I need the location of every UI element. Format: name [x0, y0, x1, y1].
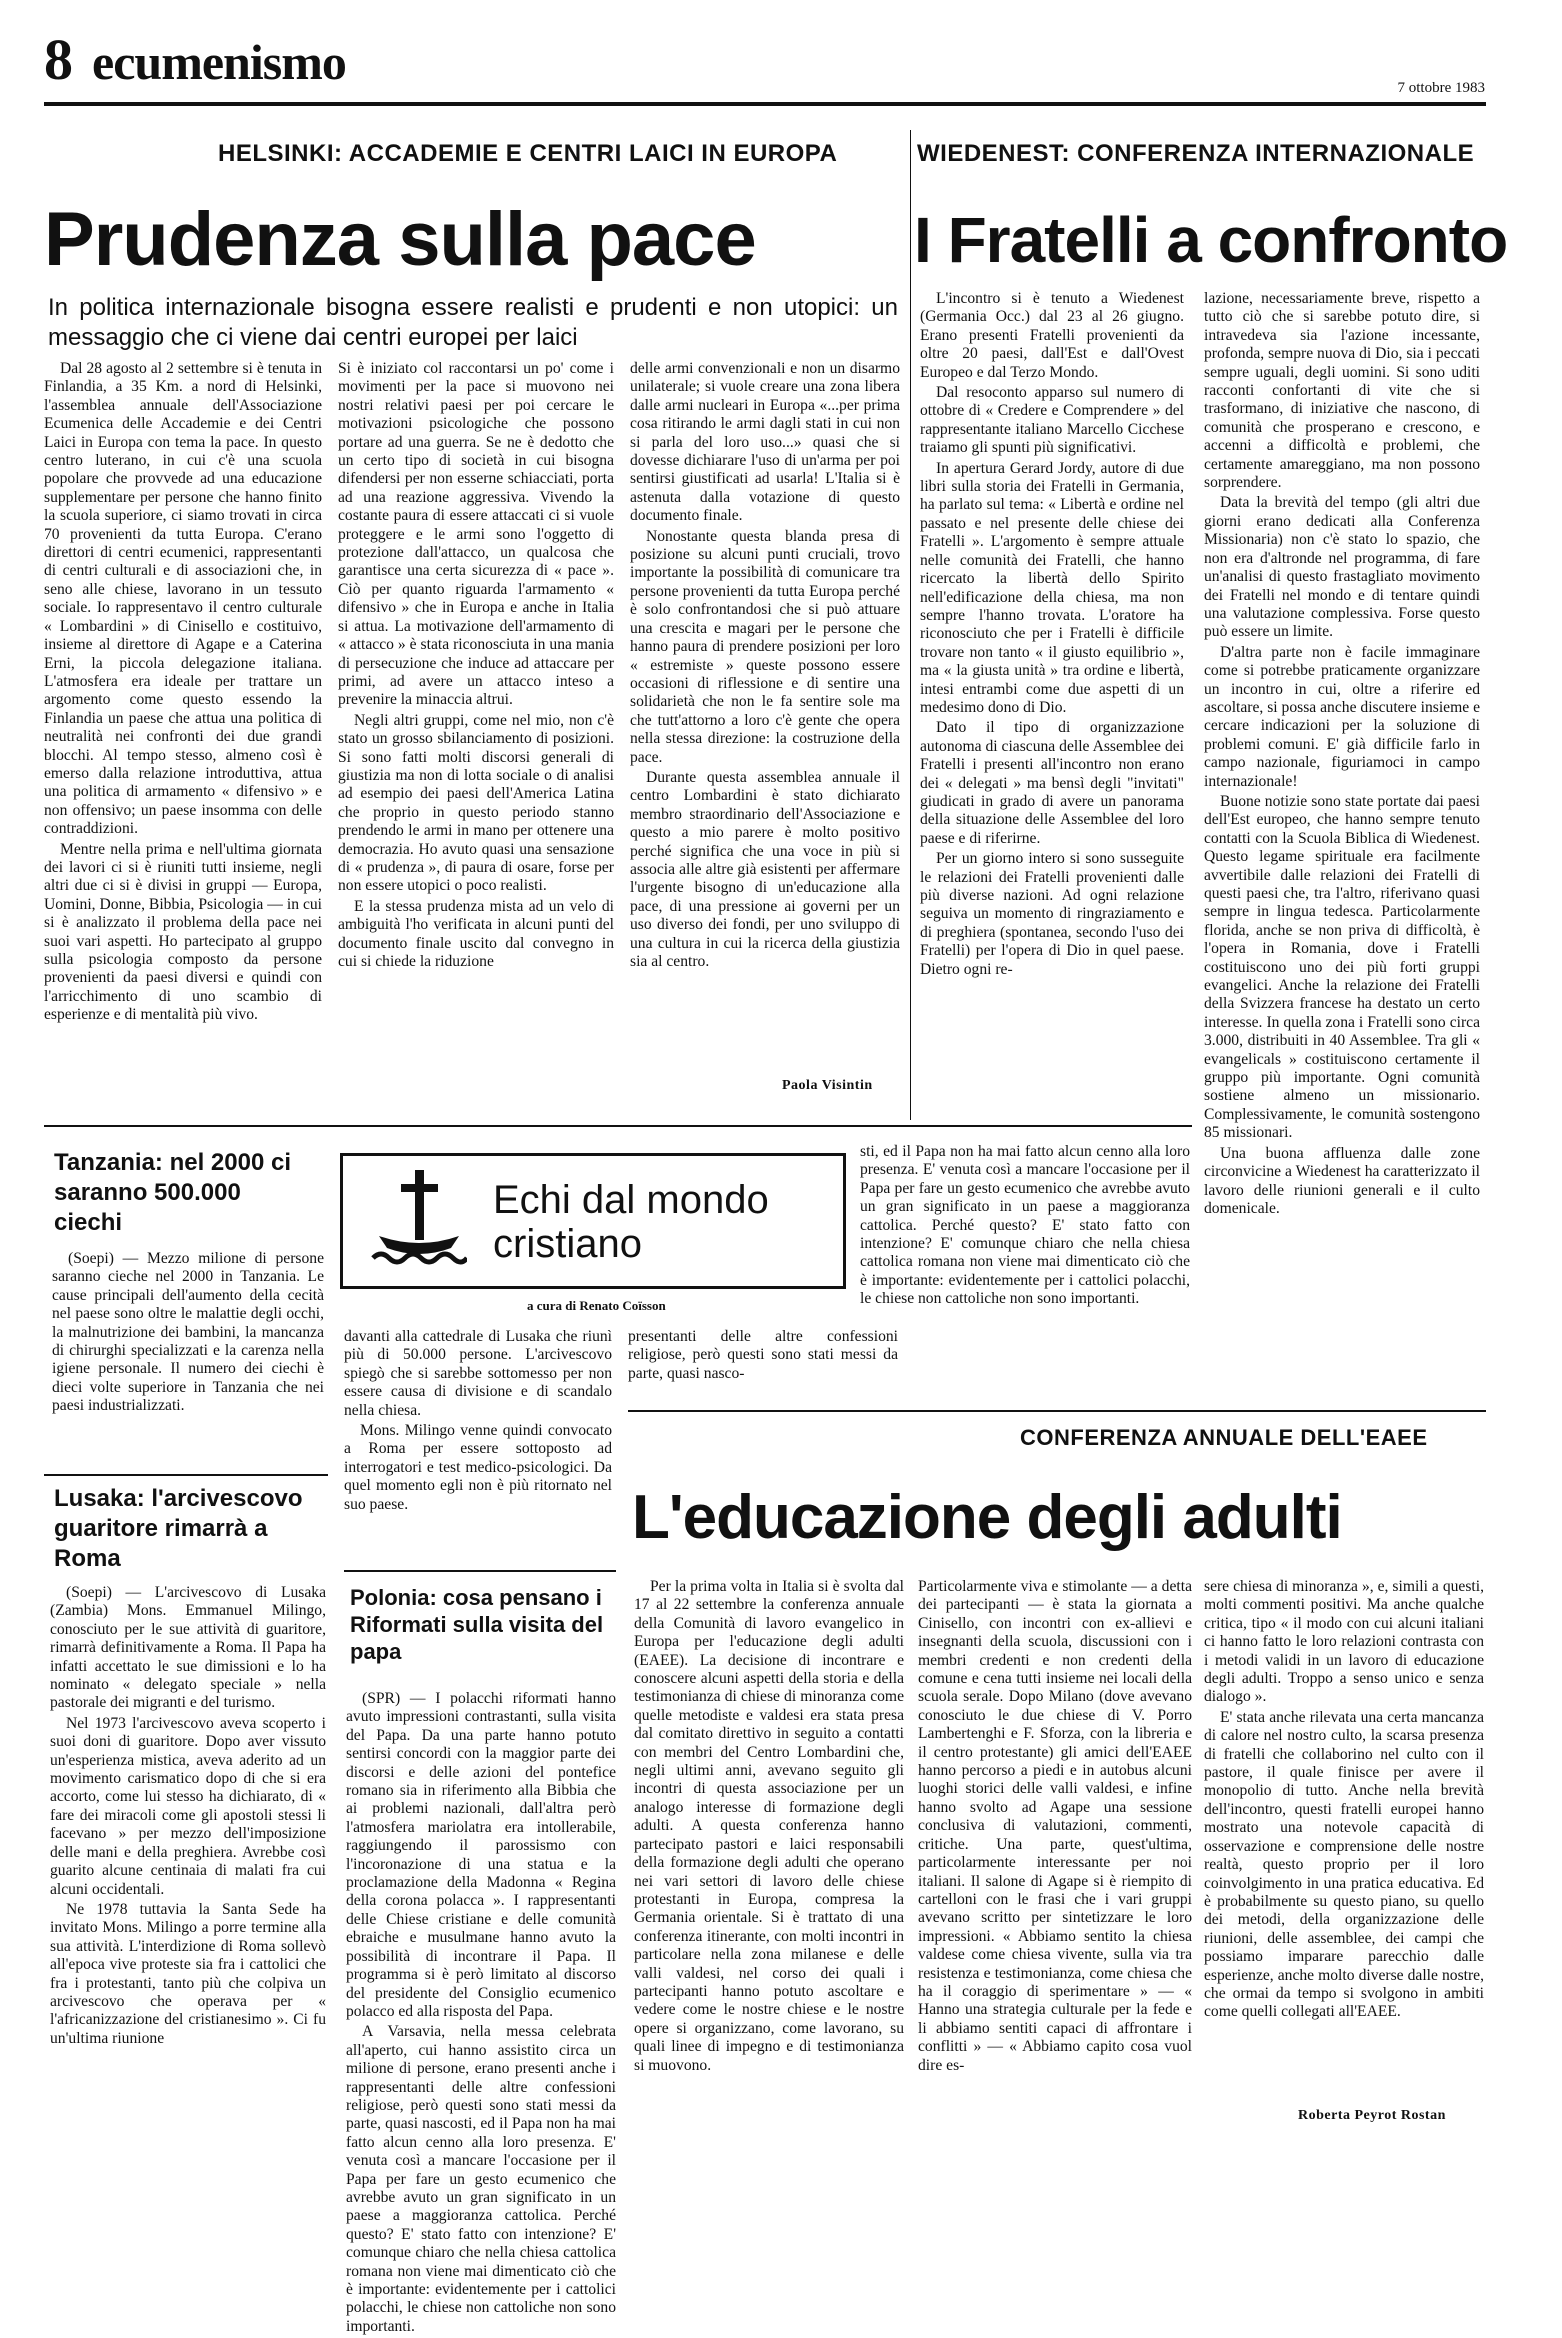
vertical-divider	[910, 130, 911, 1120]
lusaka-paragraph: davanti alla cattedrale di Lusaka che riunì più di 50.000 persone. L'arcivescovo spiegò che si sarebbe sottomesso per non essere causa di divisione e di scandalo nella chiesa.	[344, 1328, 612, 1419]
wiedenest-paragraph: Buone notizie sono state portate dai paesi dell'Est europeo, che hanno sempre tenuto contatti con la Scuola Biblica di Wiedenest. Questo legame spirituale era facilmente avvertibile dalle relazioni dei Fratelli di questi paesi che, tra l'altro, riferivano quasi sempre in lingua tedesca. Particolarmente florida, anche se non priva di difficoltà, è l'opera in Romania, dove i Fratelli costituiscono uno dei più forti gruppi evangelici. Anche la relazione dei Fratelli della Svizzera francese ha destato un certo interesse. In quella zona i Fratelli sono circa 3.000, distribuiti in 40 Assemblee. Tra gli « evangelicals » costituiscono certamente il gruppo più importante. Ogni comunità sostiene almeno un missionario. Complessivamente, le comunità sostengono 85 missionari.	[1204, 792, 1480, 1142]
helsinki-column-3	[630, 360, 900, 973]
helsinki-kicker: HELSINKI: ACCADEMIE E CENTRI LAICI IN EUROPA	[218, 140, 838, 167]
helsinki-column-2	[338, 360, 614, 973]
lusaka-paragraph: Ne 1978 tuttavia la Santa Sede ha invitato Mons. Milingo a porre termine alla sua attività. L'interdizione di Roma sollevò all'epoca vive proteste sia fra i cattolici che fra i protestanti, tanto più che colpiva un arcivescovo che operava per « l'africanizzazione del cristianesimo ». Ci fu un'ultima riunione	[50, 1900, 326, 2047]
eaee-paragraph: sere chiesa di minoranza », e, simili a questi, molti commenti positivi. Ma anche qualche critica, tipo « il modo con cui alcuni italiani ci hanno fatto le loro relazioni contrasta con i metodi validi in un lavoro di educazione degli adulti. Troppo a senso unico e senza dialogo ».	[1204, 1578, 1484, 1706]
helsinki-paragraph: Si è iniziato col raccontarsi un po' come i movimenti per la pace si muovono nei nostri relativi paesi per poi cercare le motivazioni psicologiche che possono portare ad una guerra. Se ne è dedotto che un certo tipo di società in cui bisogna difendersi per non esserne schiacciati, porta ad una reazione aggressiva. Vivendo la costante paura di essere attaccati ci si vuole proteggere e le armi sono l'oggetto di protezione dall'attacco, un qualcosa che garantisce una certa sicurezza di « pace ». Ciò per quanto riguarda l'armamento « difensivo » che in Europa e anche in Italia si attua. La motivazione dell'armamento di « attacco » è stata riconosciuta in una mania di persecuzione che induce ad attaccare per primi, ad avere un attacco inteso a prevenire la minaccia altrui.	[338, 360, 614, 709]
echi-box	[340, 1153, 846, 1289]
issue-date: 7 ottobre 1983	[1397, 80, 1485, 96]
polonia-rule	[344, 1570, 616, 1572]
section-title: ecumenismo	[92, 34, 346, 90]
cross-on-waves-icon	[371, 1164, 467, 1276]
masthead-rule	[44, 102, 1486, 106]
polonia-continuation	[628, 1328, 898, 1388]
wiedenest-paragraph: L'incontro si è tenuto a Wiedenest (Germania Occ.) dal 23 al 26 giugno. Erano presenti Fratelli provenienti da oltre 20 paesi, dall'Est e dall'Ovest Europeo e dal Terzo Mondo.	[920, 290, 1184, 381]
helsinki-paragraph: Mentre nella prima e nell'ultima giornata dei lavori ci si è riuniti tutti insieme, negli altri due ci si è divisi in gruppi — Europa, Uomini, Donne, Bibbia, Psicologia — in cui si è analizzato il problema della pace nei suoi vari aspetti. Ho partecipato al gruppo sulla psicologia composto da persone provenienti da paesi diversi e quindi con l'arricchimento di uno scambio di esperienze e di mentalità più vivo.	[44, 840, 322, 1024]
helsinki-deck: In politica internazionale bisogna essere realisti e prudenti e non utopici: un messaggio che ci viene dai centri europei per laici	[48, 294, 898, 351]
wiedenest-kicker: WIEDENEST: CONFERENZA INTERNAZIONALE	[917, 140, 1475, 167]
page-number: 8	[44, 27, 73, 92]
helsinki-paragraph: Negli altri gruppi, come nel mio, non c'è stato un grosso sbilanciamento di posizioni. Si sono fatti molti discorsi generali di giustizia ma non di lotta sociale o di analisi ad esempio dei paesi dell'America Latina che proprio in questo periodo stanno prendendo le armi in mano per ottenere una democrazia. Ho avuto quasi una sensazione di « prudenza », di paura di osare, forse per non essere utopici o poco realisti.	[338, 711, 614, 895]
polonia-headline: Polonia: cosa pensano i Riformati sulla visita del papa	[350, 1585, 604, 1664]
echi-credit: a cura di Renato Coïsson	[527, 1298, 666, 1313]
wiedenest-paragraph: lazione, necessariamente breve, rispetto a tutto ciò che si sarebbe potuto dire, si intravedeva sia l'azione incessante, profonda, sempre nuova di Dio, sia i peccati sempre uguali, degli uomini. Si sono uditi racconti confortanti di vite che si trasformano, di iniziative che nascono, di comunità che prosperano e crescono, e accenni a difficoltà e problemi, che certamente amareggiano, ma non possono sorprendere.	[1204, 290, 1480, 492]
tanzania-body	[52, 1250, 324, 1418]
eaee-signature: Roberta Peyrot Rostan	[1298, 2108, 1446, 2123]
eaee-column-1	[634, 1578, 904, 2077]
polonia-body	[346, 1690, 616, 2338]
echi-title-line2: cristiano	[493, 1222, 642, 1266]
polonia-continuation-top	[860, 1143, 1190, 1393]
helsinki-paragraph: delle armi convenzionali e non un disarmo unilaterale; si vuole creare una zona libera dalle armi nucleari in Europa «...per prima cosa ritirando le armi dagli stati in cui non si parla del loro uso...» quasi che si dovesse dichiarare l'uso di un'arma per poi sentirsi giustificati ad usarla! L'Italia si è astenuta dalla votazione di questo documento finale.	[630, 360, 900, 525]
eaee-column-2	[918, 1578, 1192, 2077]
eaee-kicker: CONFERENZA ANNUALE DELL'EAEE	[1020, 1425, 1428, 1450]
lusaka-headline: Lusaka: l'arcivescovo guaritore rimarrà a Roma	[54, 1485, 303, 1572]
wiedenest-column-2	[1204, 290, 1480, 1220]
wiedenest-paragraph: Una buona affluenza dalle zone circonvicine a Wiedenest ha caratterizzato il lavoro delle riunioni generali e il culto domenicale.	[1204, 1144, 1480, 1217]
helsinki-signature: Paola Visintin	[782, 1078, 873, 1093]
helsinki-paragraph: Dal 28 agosto al 2 settembre si è tenuta in Finlandia, a 35 Km. a nord di Helsinki, l'assemblea annuale dell'Associazione Ecumenica delle Accademie e dei Centri Laici in Europa con tema la pace. In questo centro luterano, in cui c'è una scuola popolare che provvede ad una educazione supplementare per persone che hanno finito la scuola superiore, ci siamo trovati in circa 70 provenienti da tutta Europa. C'erano direttori di centri ecumenici, rappresentanti di centri culturali e di associazioni che, in seno alle chiese, lavorano in un tessuto sociale. Io rappresentavo il centro culturale « Lombardini » di Cinisello e costituivo, insieme al direttore di Agape e a Caterina Erni, la piccola delegazione italiana. L'atmosfera era ideale per trattare un argomento come questo essendo la Finlandia un paese che attua una politica di neutralità nei confronti dei due grandi blocchi. Al tempo stesso, almeno così è emerso dalla relazione introduttiva, attua una politica di armamento « difensivo » e non offensivo; un paese insomma con delle contraddizioni.	[44, 360, 322, 838]
wiedenest-paragraph: Dal resoconto apparso sul numero di ottobre di « Credere e Comprendere » del rappresentante italiano Marcello Cicchese traiamo gli spunti più significativi.	[920, 384, 1184, 457]
lusaka-paragraph: Nel 1973 l'arcivescovo aveva scoperto i suoi doni di guaritore. Dopo aver vissuto un'esperienza mistica, aveva aderito ad un movimento carismatico dopo di che si era accorto, come lui stesso ha dichiarato, di « fare dei miracoli come gli apostoli stessi li facevano » per mezzo dell'imposizione delle mani e della preghiera. Avrebbe così guarito alcune centinaia di malati fra cui alcuni occidentali.	[50, 1714, 326, 1898]
lusaka-continuation	[344, 1328, 612, 1516]
helsinki-column-1	[44, 360, 322, 1027]
lusaka-body	[50, 1584, 326, 2050]
eaee-paragraph: Per la prima volta in Italia si è svolta dal 17 al 22 settembre la conferenza annuale della Comunità di lavoro evangelico in Europa per l'educazione degli adulti (EAEE). La decisione di incontrare e conoscere alcuni aspetti della storia e della testimonianza di chiese di minoranza come quelle metodiste e valdesi era stata presa dal comitato direttivo in seguito a contatti con membri del Centro Lombardini che, negli ultimi anni, avevano seguito gli incontri di questa associazione per un analogo interesse di formazione degli adulti. A questa conferenza hanno partecipato pastori e laici responsabili della formazione degli adulti che operano nei vari settori di lavoro delle chiese protestanti in Europa, compresa la Germania orientale. Si è trattato di una conferenza itinerante, con molti incontri in particolare nella zona milanese e delle valli valdesi, nel corso dei quali i partecipanti hanno potuto ascoltare e vedere come le nostre chiese e le nostre opere si organizzano, come lavorano, su quali linee di impegno e di testimonianza si muovono.	[634, 1578, 904, 2074]
eaee-headline: L'educazione degli adulti	[632, 1483, 1342, 1552]
wiedenest-paragraph: D'altra parte non è facile immaginare come si potrebbe praticamente organizzare un incontro in cui, oltre a riferire ed ascoltare, si possa anche discutere insieme e cercare indicazioni per la soluzione di problemi comuni. E' già difficile farlo in campo nazionale, figuriamoci in campo internazionale!	[1204, 643, 1480, 790]
tanzania-paragraph: (Soepi) — Mezzo milione di persone saranno cieche nel 2000 in Tanzania. Le cause principali dell'aumento della cecità nel paese sono oltre le malattie degli occhi, la malnutrizione dei bambini, la mancanza di chirurghi specializzati e la carenza nella igiene personale. Il numero dei ciechi è dieci volte superiore in Tanzania che nei paesi industrializzati.	[52, 1250, 324, 1415]
wiedenest-paragraph: In apertura Gerard Jordy, autore di due libri sulla storia dei Fratelli in Germania, ha parlato sul tema: « Libertà e ordine nel passato e nel presente delle chiese dei Fratelli ». L'argomento è sempre attuale nelle comunità dei Fratelli, che hanno ricercato la libertà dello Spirito nell'edificazione della chiesa, ma non sempre l'hanno trovata. L'oratore ha riconosciuto che per i Fratelli è difficile trovare non tanto « il giusto equilibrio », ma « la giusta unità » tra ordine e libertà, intesi entrambi come due aspetti di un medesimo dono di Dio.	[920, 459, 1184, 716]
eaee-rule	[628, 1410, 1486, 1412]
helsinki-paragraph: E la stessa prudenza mista ad un velo di ambiguità l'ho verificata in alcuni punti del documento finale uscito dal convegno in cui si chiede la riduzione	[338, 897, 614, 970]
mid-rule	[44, 1125, 1192, 1127]
eaee-paragraph: Particolarmente viva e stimolante — a detta dei partecipanti — è stata la giornata a Cinisello, con incontri con ex-allievi e insegnanti della scuola, discussioni con i membri credenti e non credenti della comune e cena tutti insieme nei locali della scuola serale. Dopo Milano (dove avevano conosciuto le due chiese di V. Porro Lambertenghi e F. Sforza, con la libreria e il centro protestante) gli amici dell'EAEE hanno percorso a piedi e in autobus alcuni luoghi storici delle valli valdesi, e infine hanno svolto ad Agape una sessione conclusiva di valutazioni, commenti, critiche. Una parte, quest'ultima, particolarmente interessante per noi italiani. Il salone di Agape si è riempito di cartelloni con le frasi che i vari gruppi avevano scritto per sintetizzare le loro impressioni. « Abbiamo sentito la chiesa valdese come chiesa vivente, sulla via tra resistenza e testimonianza, come chiesa che ha il coraggio di sperimentare » — « Hanno una strategia culturale per la fede e li abbiamo sentiti capaci di affrontare i conflitti » — « Abbiamo capito cosa vuol dire es-	[918, 1578, 1192, 2074]
polonia-paragraph: (SPR) — I polacchi riformati hanno avuto impressioni contrastanti, sulla visita del Papa. Da una parte hanno potuto sentirsi concordi con la maggior parte dei discorsi e delle azioni del pontefice romano sia in riferimento alla Bibbia che ai problemi nazionali, dall'altra però l'atmosfera mariolatra era intollerabile, raggiungendo il parossismo con l'incoronazione di una statua e la proclamazione della Madonna « Regina della corona polacca ». I rappresentanti delle Chiese cristiane e delle comunità ebraiche e musulmane hanno avuto la possibilità di incontrare il Papa. Il programma si è però limitato al discorso del presidente del Consiglio ecumenico polacco ed alla risposta del Papa.	[346, 1690, 616, 2020]
lusaka-paragraph: Mons. Milingo venne quindi convocato a Roma per essere sottoposto ad interrogatori e test medico-psicologici. Da quel momento egli non è più ritornato nel suo paese.	[344, 1422, 612, 1513]
wiedenest-paragraph: Data la brevità del tempo (gli altri due giorni erano dedicati alla Conferenza Missionaria) non c'è stato lo spazio, che non era d'altronde nel programma, di fare un'analisi di questo frastagliato movimento dei Fratelli nel mondo e di tentare quindi una valutazione complessiva. Forse questo può essere un limite.	[1204, 494, 1480, 641]
wiedenest-paragraph: Per un giorno intero si sono susseguite le relazioni dei Fratelli provenienti dalle più diverse nazioni. Ad ogni relazione seguiva un momento di ringraziamento e di preghiera (spontanea, secondo l'uso dei Fratelli) per l'opera di Dio in quel paese. Dietro ogni re-	[920, 850, 1184, 978]
eaee-column-3	[1204, 1578, 1484, 2024]
wiedenest-paragraph: Dato il tipo di organizzazione autonoma di ciascuna delle Assemblee dei Fratelli i presenti all'incontro non erano dei « delegati » ma bensì degli "invitati" giudicati in grado di avere un panorama della situazione delle Assemblee del loro paese e di riferirne.	[920, 719, 1184, 847]
helsinki-headline: Prudenza sulla pace	[44, 197, 756, 282]
tanzania-headline: Tanzania: nel 2000 ci saranno 500.000 ciechi	[54, 1149, 291, 1236]
helsinki-paragraph: Durante questa assemblea annuale il centro Lombardini è stato dichiarato membro straordinario dell'Associazione e questo a mio parere è molto positivo perché significa che una voce in più si associa alle altre già esistenti per affermare l'urgente bisogno di un'educazione alla pace, di una pressione ai governi per un uso diverso dei fondi, per uno sviluppo di una cultura in cui la ricerca della giustizia sia al centro.	[630, 768, 900, 970]
wiedenest-headline: I Fratelli a confronto	[914, 204, 1508, 276]
eaee-paragraph: E' stata anche rilevata una certa mancanza di calore nel nostro culto, la scarsa presenza di fratelli che collaborino nel culto con il pastore, il quale finisce per avere il monopolio di tutto. Anche nella brevità dell'incontro, questi fratelli europei hanno mostrato una notevole capacità di osservazione e comprensione delle nostre realtà, questo proprio per il loro coinvolgimento in una pratica educativa. Ed è probabilmente su questo piano, su quello dei metodi, della organizzazione delle riunioni, delle assemblee, dei campi che possiamo imparare parecchio dalle esperienze, anche molto diverse dalle nostre, che ormai da tempo si svolgono in ambiti come quelli collegati all'EAEE.	[1204, 1708, 1484, 2021]
echi-title-line1: Echi dal mondo	[493, 1178, 769, 1222]
polonia-paragraph: sti, ed il Papa non ha mai fatto alcun cenno alla loro presenza. E' venuta così a mancare l'occasione per il Papa per fare un gesto ecumenico che avrebbe avuto un gran significato in un paese a maggioranza cattolica. Perché questo? E' stato fatto con intenzione? E' comunque chiaro che nella chiesa cattolica romana non viene mai dimenticato ciò che è importante: evidentemente per i cattolici polacchi, le chiese non cattoliche non sono importanti.	[860, 1143, 1190, 1308]
lusaka-paragraph: (Soepi) — L'arcivescovo di Lusaka (Zambia) Mons. Emmanuel Milingo, conosciuto per le sue attività di guaritore, rimarrà definitivamente a Roma. Il Papa ha infatti accettato le sue dimissioni e lo ha nominato « delegato speciale » nella pastorale dei migranti e del turismo.	[50, 1584, 326, 1712]
wiedenest-column-1	[920, 290, 1184, 981]
helsinki-paragraph: Nonostante questa blanda presa di posizione su alcuni punti cruciali, trovo importante la possibilità di comunicare tra persone provenienti da tutta Europa perché è solo confrontandosi che si può attuare una crescita e magari per le persone che hanno paura di prendere posizioni per loro « estremiste » queste possono essere occasioni di riflessione e di sentire una solidarietà che non le fa sentire sole ma che tutt'attorno a loro c'è gente che opera nella stessa direzione: la costruzione della pace.	[630, 527, 900, 766]
polonia-paragraph: A Varsavia, nella messa celebrata all'aperto, cui hanno assistito circa un milione di persone, erano presenti anche i rappresentanti delle altre confessioni religiose, però questi sono stati messi da parte, quasi nascosti, ed il Papa non ha mai fatto alcun cenno alla loro presenza. E' venuta così a mancare l'occasione per il Papa per fare un gesto ecumenico che avrebbe avuto un gran significato in un paese a maggioranza cattolica. Perché questo? E' stato fatto con intenzione? E' comunque chiaro che nella chiesa cattolica romana non viene mai dimenticato ciò che è importante: evidentemente per i cattolici polacchi, le chiese non cattoliche non sono importanti.	[346, 2023, 616, 2335]
lusaka-rule	[44, 1474, 328, 1476]
polonia-paragraph: presentanti delle altre confessioni religiose, però questi sono stati messi da parte, quasi nasco-	[628, 1328, 898, 1382]
